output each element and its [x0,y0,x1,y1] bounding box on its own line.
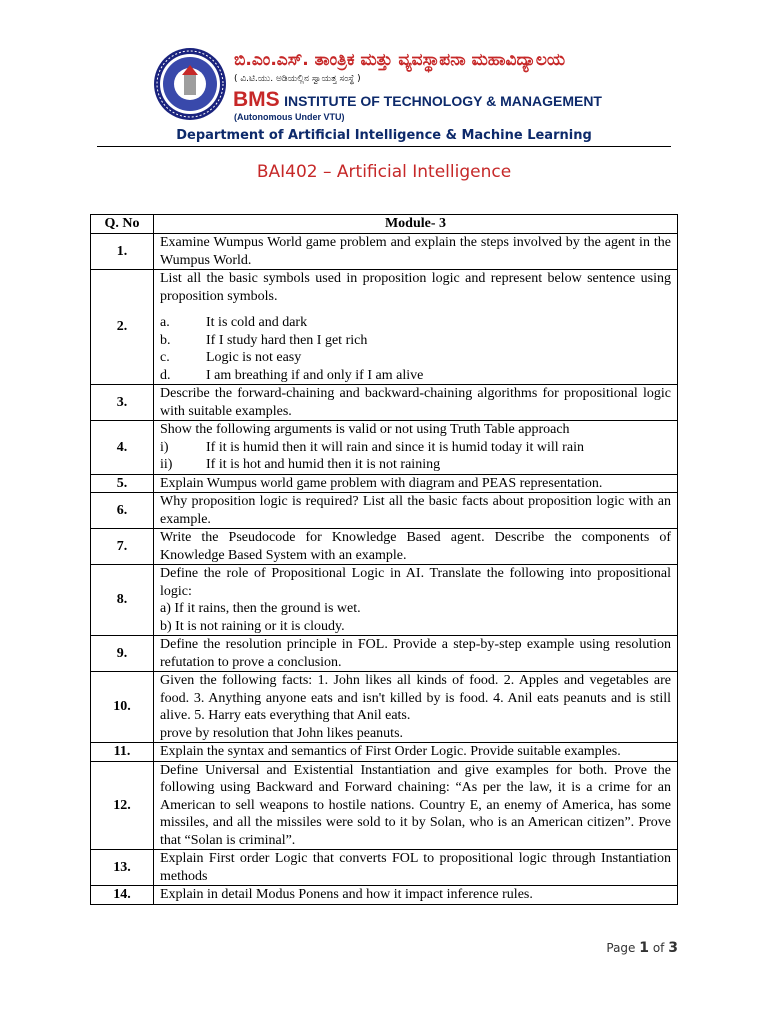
question-cell [154,234,678,270]
question-number: 13. [91,850,154,886]
course-title: BAI402 – Artificial Intelligence [256,162,512,182]
sub-item [160,367,671,385]
question-text: Given the following facts: 1. John likes all kinds of food. 2. Apples and vegetables are food. 3. Anything anyone eats and isn't killed by is food. 4. Anil eats peanuts and is still alive. 5. Harry eats everything that Anil eats. [160,673,671,723]
page-number: 1 [639,940,650,956]
question-line: prove by resolution that John likes peanuts. [160,725,404,741]
table-row [91,886,678,905]
sub-item [160,439,671,457]
table-row [91,385,678,421]
kannada-institute-name: ಬಿ.ಎಂ.ಎಸ್. ತಾಂತ್ರಿಕ ಮತ್ತು ವ್ಯವಸ್ಥಾಪನಾ ಮಹಾವಿದ್ಯಾಲಯ [234,50,566,70]
table-row [91,421,678,475]
table-header-row [91,215,678,234]
question-line: b) It is not raining or it is cloudy. [160,618,345,634]
table-row [91,636,678,672]
table-row [91,474,678,493]
table-row [91,493,678,529]
question-number: 14. [91,886,154,905]
institute-full-name: INSTITUTE OF TECHNOLOGY & MANAGEMENT [284,93,602,109]
question-number: 1. [91,234,154,270]
question-number: 4. [91,421,154,475]
institute-name [233,88,602,112]
autonomous-label: (Autonomous Under VTU) [234,112,345,122]
question-cell [154,474,678,493]
table-row [91,761,678,850]
table-row [91,565,678,636]
question-cell [154,886,678,905]
sub-item-text: If I study hard then I get rich [206,332,368,348]
question-number: 10. [91,672,154,743]
question-cell [154,270,678,385]
kannada-affiliation: ( ವಿ.ಟಿ.ಯು. ಅಡಿಯಲ್ಲಿನ ಸ್ವಾಯತ್ತ ಸಂಸ್ಥೆ ) [234,74,361,84]
question-number: 3. [91,385,154,421]
question-cell [154,529,678,565]
question-line: a) If it rains, then the ground is wet. [160,601,361,616]
question-text: Define Universal and Existential Instantiation and give examples for both. Prove the following using Backward and Forward chaining: “As per the law, it is a crime for an American to sell weapons to hostile nations. Country E, an enemy of America, has some missiles, and all the missiles were sold to it by Solan, who is an American citizen”. Prove that “Solan is criminal”. [160,762,671,848]
question-number: 9. [91,636,154,672]
sub-item-text: If it is humid then it will rain and since it is humid today it will rain [206,439,584,455]
question-text: Write the Pseudocode for Knowledge Based agent. Describe the components of Knowledge Based System with an example. [160,530,671,563]
question-cell [154,385,678,421]
sub-item-marker: d. [160,367,171,383]
question-number: 11. [91,743,154,762]
table-row [91,234,678,270]
sub-item-marker: b. [160,332,171,348]
question-cell [154,421,678,475]
question-cell [154,672,678,743]
letterhead [0,0,768,150]
question-number: 7. [91,529,154,565]
sub-item-text: It is cold and dark [206,315,308,330]
table-row [91,270,678,385]
page-total: 3 [668,940,678,956]
institute-acronym: BMS [233,88,280,111]
sub-item [160,314,671,332]
column-header-qno: Q. No [91,215,154,234]
question-cell [154,850,678,886]
question-text: Describe the forward-chaining and backward-chaining algorithms for propositional logic with suitable examples. [160,386,671,419]
sub-item [160,349,671,367]
table-row [91,743,678,762]
table-row [91,529,678,565]
question-text: Explain in detail Modus Ponens and how it impact inference rules. [160,887,533,902]
sub-item-marker: c. [160,350,170,365]
question-text: Define the resolution principle in FOL. Provide a step-by-step example using resolution refutation to prove a conclusion. [160,637,671,670]
of-word: of [652,941,665,955]
sub-item-text: If it is hot and humid then it is not raining [206,457,441,472]
question-text: Explain First order Logic that converts FOL to propositional logic through Instantiation methods [160,851,671,884]
sub-item-text: I am breathing if and only if I am alive [206,367,424,383]
sub-item-marker: a. [160,315,170,330]
header-divider [97,146,671,147]
table-row [91,850,678,886]
question-text: Examine Wumpus World game problem and explain the steps involved by the agent in the Wumpus World. [160,235,671,268]
question-cell [154,565,678,636]
question-cell [154,493,678,529]
question-number: 5. [91,474,154,493]
page-footer [606,940,678,956]
question-number: 12. [91,761,154,850]
sub-item [160,332,671,350]
question-text: List all the basic symbols used in proposition logic and represent below sentence using proposition symbols. [160,271,671,304]
department-title: Department of Artificial Intelligence & Machine Learning [176,128,592,143]
question-text: Explain the syntax and semantics of First Order Logic. Provide suitable examples. [160,744,621,759]
question-number: 6. [91,493,154,529]
sub-item-marker: ii) [160,457,173,472]
question-table [90,214,678,905]
question-number: 2. [91,270,154,385]
question-number: 8. [91,565,154,636]
question-rows [91,234,678,905]
question-cell [154,761,678,850]
bms-institute-emblem-icon [153,47,227,121]
question-text: Explain Wumpus world game problem with diagram and PEAS representation. [160,475,603,491]
table-row [91,672,678,743]
sub-item [160,456,671,474]
sub-item-marker: i) [160,439,169,455]
question-text: Define the role of Propositional Logic in AI. Translate the following into propositional logic: [160,566,671,599]
question-cell [154,636,678,672]
question-text: Show the following arguments is valid or not using Truth Table approach [160,422,570,437]
sub-item-text: Logic is not easy [206,350,302,365]
question-text: Why proposition logic is required? List all the basic facts about proposition logic with an example. [160,494,671,527]
page-word: Page [606,941,636,955]
question-cell [154,743,678,762]
column-header-module: Module- 3 [154,215,678,234]
